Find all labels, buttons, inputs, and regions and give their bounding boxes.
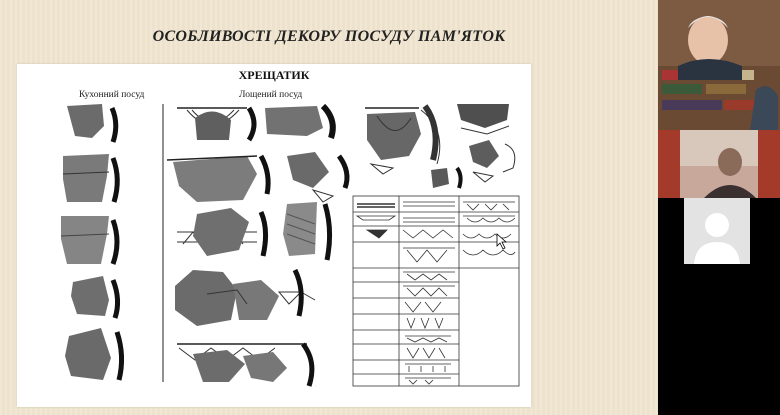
polished-sherd-row-3	[177, 202, 330, 260]
svg-text:.: .	[315, 382, 317, 387]
kitchen-sherd-5	[65, 328, 122, 380]
pottery-illustrations	[17, 64, 531, 407]
vessel-small	[431, 104, 515, 188]
polished-sherd-row-5	[177, 344, 316, 387]
kitchen-sherd-3	[61, 216, 117, 264]
ornament-table	[353, 196, 519, 386]
polished-sherd-row-1	[177, 106, 333, 140]
kitchen-sherd-2	[63, 154, 117, 202]
vessel-large	[365, 106, 440, 174]
polished-sherd-row-4	[175, 270, 315, 326]
participant-avatar-tile[interactable]	[684, 198, 750, 264]
participant-video-tile-2[interactable]	[658, 130, 780, 198]
polished-sherd-row-2	[167, 152, 347, 202]
kitchen-sherd-4	[71, 276, 118, 318]
participant-video-tile-1[interactable]	[658, 0, 780, 130]
kitchen-pottery-label: Кухонний посуд	[79, 90, 145, 100]
kitchen-sherd-1	[67, 104, 116, 142]
user-avatar-icon	[684, 198, 750, 264]
mouse-cursor-icon	[497, 234, 506, 249]
polished-pottery-label: Лощений посуд	[239, 90, 303, 100]
pottery-figure	[17, 64, 531, 407]
figure-title: ХРЕЩАТИК	[238, 68, 310, 82]
slide-title: ОСОБЛИВОСТІ ДЕКОРУ ПОСУДУ ПАМ'ЯТОК	[152, 28, 506, 45]
participants-panel	[658, 0, 780, 415]
participant-video	[658, 130, 780, 198]
participant-video	[658, 0, 780, 130]
